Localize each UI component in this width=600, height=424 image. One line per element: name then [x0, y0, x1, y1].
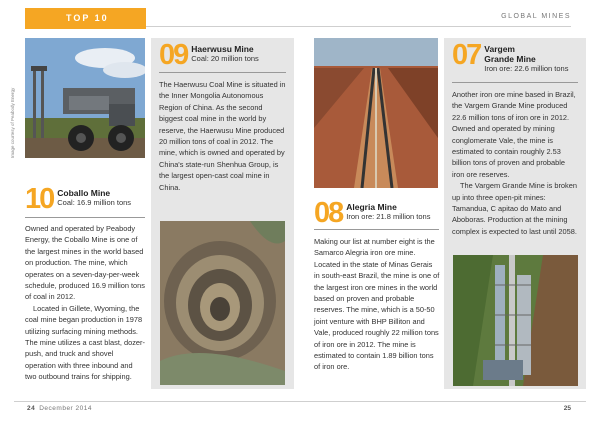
right-page-number: 25 [563, 405, 571, 412]
entry-07-production: Iron ore: 22.6 million tons [484, 64, 569, 73]
entry-08-rank: 08 [314, 197, 343, 229]
issue-date: December 2014 [39, 405, 92, 412]
entry-10-text: Owned and operated by Peabody Energy, the Coballo Mine is one of the largest mines in the world based on production. The mine, which operates on a seven-day-per-week schedule, produced 16.9 million tons of coal in 2012. Located in Gillete, Wyoming, the coal mine began production in 1978 utilizing surfacing mining methods. The mine utilizes a cast blast, dozer-push, and truck and shovel operation with three inbound and two outbound trains for shipping. [25, 224, 145, 382]
entry-07-text: Another iron ore mine based in Brazil, the Vargem Grande Mine produced 22.6 million tons of iron ore in 2012. Owned and operated by mining conglomerate Vale, the mine is estimated to contain roughly 2.53 billion tons of proven and probable iron ore reserves. The Vargem Grande Mine is broken up into three open-pit mines: Tamandua, C apitao do Mato and Aboboras. Production at the mining complex is expected to last until 2058. [452, 90, 577, 236]
left-page-number: 24 [27, 405, 36, 412]
entry-10-rule [25, 217, 145, 218]
entry-10-rank: 10 [25, 183, 54, 215]
entry-07-name: Vargem Grande Mine [484, 44, 536, 64]
entry-10-name: Coballo Mine [57, 188, 111, 198]
entry-10-header [25, 183, 132, 215]
footer-left [27, 405, 92, 412]
entry-09-header [159, 39, 259, 71]
haul-truck-photo [25, 38, 145, 158]
section-tab: TOP 10 [25, 8, 146, 29]
entry-07-rank: 07 [452, 39, 481, 71]
entry-09-text: The Haerwusu Coal Mine is situated in the Inner Mongolia Autonomous Region of China. As the second biggest coal mine in the world by reserve, the Haerwusu Mine produced 20 million tons of coal in 2012. The mine, which is owned and operated by China's state-run Shenhua Group, is the largest open-cast coal mine in China. [159, 80, 286, 192]
entry-07-header [452, 39, 569, 73]
entry-08-production: Iron ore: 21.8 million tons [346, 212, 431, 221]
photo-credit: Image courtesy of Peabody Energy [10, 87, 15, 158]
section-label: GLOBAL MINES [501, 13, 571, 20]
entry-08-text: Making our list at number eight is the Samarco Alegria iron ore mine. Located in the state of Minas Gerais in south-east Brazil, the mine is one of the largest iron ore mines in the world based on proven and probable reserves. The mine, which is a 50-50 joint venture with BHP Billiton and Vale, produced roughly 22 million tons of iron ore in 2012. The mine is estimated to contain 1.89 billion tons of iron ore. [314, 237, 440, 372]
entry-07-rule [452, 82, 578, 83]
entry-10-production: Coal: 16.9 million tons [57, 198, 132, 207]
entry-09-rule [159, 72, 286, 73]
entry-09-rank: 09 [159, 39, 188, 71]
entry-09-production: Coal: 20 million tons [191, 54, 259, 63]
entry-08-header [314, 197, 431, 229]
open-pit-aerial-photo [160, 221, 285, 385]
entry-08-rule [314, 229, 439, 230]
entry-08-name: Alegria Mine [346, 202, 397, 212]
entry-09-name: Haerwusu Mine [191, 44, 254, 54]
conveyor-belt-photo [314, 38, 438, 188]
footer-rule [14, 401, 586, 402]
header-rule [146, 26, 571, 27]
ore-conveyor-structure-photo [453, 255, 578, 386]
